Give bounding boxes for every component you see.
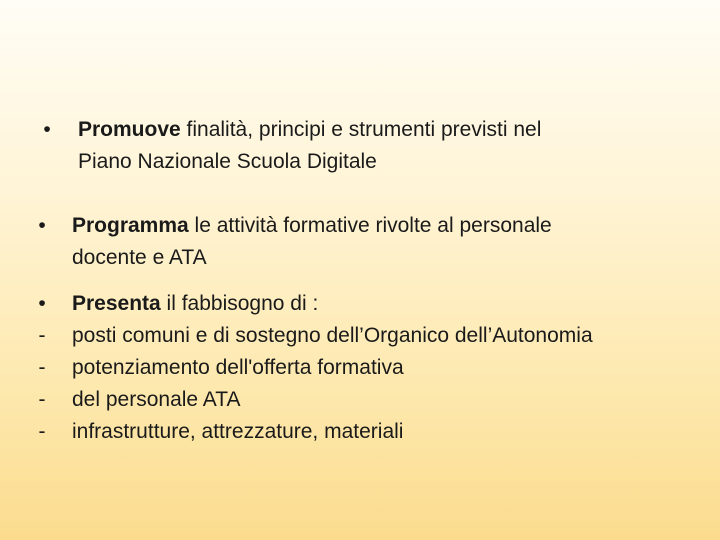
dash-marker: - bbox=[38, 420, 46, 443]
bullet-marker: • bbox=[43, 118, 51, 141]
bullet-rest: le attività formative rivolte al personale bbox=[188, 214, 552, 237]
bullet-item-promuove bbox=[0, 114, 720, 178]
bullet-continuation: Piano Nazionale Scuola Digitale bbox=[78, 150, 377, 173]
bullet-keyword: Programma bbox=[72, 214, 189, 237]
dash-marker: - bbox=[38, 324, 46, 347]
bullet-item-programma bbox=[0, 210, 720, 274]
bullet-rest: finalità, principi e strumenti previsti nel bbox=[180, 118, 542, 141]
bullet-keyword: Presenta bbox=[72, 292, 161, 315]
list-item-text: del personale ATA bbox=[72, 388, 241, 411]
list-item bbox=[0, 416, 720, 448]
bullet-text bbox=[72, 210, 552, 242]
dash-marker: - bbox=[38, 356, 46, 379]
bullet-text bbox=[78, 114, 541, 146]
bullet-item-presenta bbox=[0, 288, 720, 448]
bullet-marker: • bbox=[38, 292, 46, 315]
list-item bbox=[0, 384, 720, 416]
list-item-text: infrastrutture, attrezzature, materiali bbox=[72, 420, 404, 443]
list-item-text: potenziamento dell'offerta formativa bbox=[72, 356, 404, 379]
dash-marker: - bbox=[38, 388, 46, 411]
bullet-continuation: docente e ATA bbox=[72, 246, 207, 269]
bullet-marker: • bbox=[38, 214, 46, 237]
bullet-rest: il fabbisogno di : bbox=[160, 292, 319, 315]
list-item-text: posti comuni e di sostegno dell’Organico dell’Autonomia bbox=[72, 324, 593, 347]
bullet-text bbox=[72, 288, 318, 320]
bullet-keyword: Promuove bbox=[78, 118, 181, 141]
list-item bbox=[0, 352, 720, 384]
list-item bbox=[0, 320, 720, 352]
